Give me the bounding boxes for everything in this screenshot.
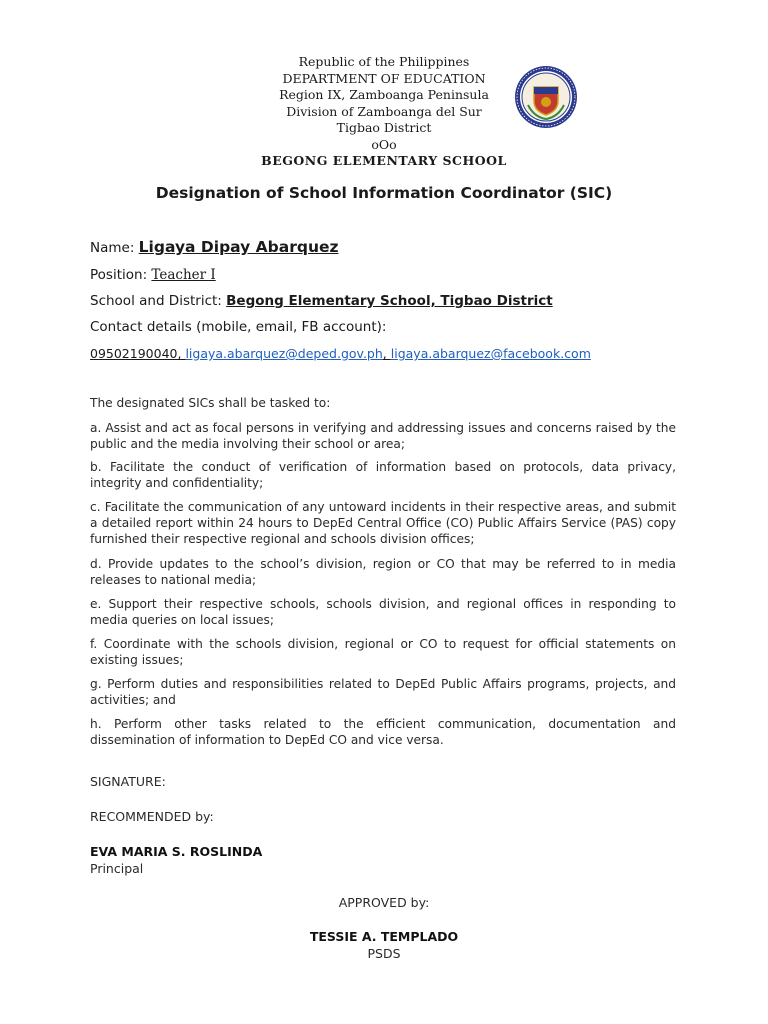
- contact-label: Contact details (mobile, email, FB account):: [90, 319, 387, 335]
- recommended-label: RECOMMENDED by:: [90, 809, 214, 824]
- contact-details: [90, 346, 591, 361]
- school-value: Begong Elementary School, Tigbao District: [226, 293, 553, 309]
- header-department: DEPARTMENT OF EDUCATION: [282, 70, 486, 86]
- task-item: b. Facilitate the conduct of verification of information based on protocols, data privacy, integrity and confidentiality;: [90, 460, 676, 490]
- header-region: Region IX, Zamboanga Peninsula: [279, 87, 489, 102]
- header-republic: Republic of the Philippines: [298, 54, 470, 69]
- name-label: Name:: [90, 240, 139, 256]
- task-item: f. Coordinate with the schools division, regional or CO to request for official statements on existing issues;: [90, 637, 676, 667]
- task-item: d. Provide updates to the school’s division, region or CO that may be referred to in media releases to national media;: [90, 557, 676, 587]
- position-value: Teacher I: [151, 267, 216, 283]
- school-row: [90, 293, 553, 309]
- approved-label: APPROVED by:: [338, 895, 430, 910]
- facebook-link[interactable]: ligaya.abarquez@facebook.com: [390, 346, 591, 361]
- tasks-intro: The designated SICs shall be tasked to:: [90, 396, 331, 410]
- position-row: [90, 267, 216, 283]
- task-item: g. Perform duties and responsibilities related to DepEd Public Affairs programs, projects, and activities; and: [90, 677, 676, 707]
- header-school-name: BEGONG ELEMENTARY SCHOOL: [261, 153, 507, 168]
- contact-separator: ,: [382, 346, 391, 361]
- header-division: Division of Zamboanga del Sur: [286, 103, 482, 119]
- approver-title: PSDS: [367, 946, 401, 961]
- recommender-name: EVA MARIA S. ROSLINDA: [90, 844, 263, 859]
- header-district: Tigbao District: [336, 120, 432, 135]
- contact-separator: ,: [177, 346, 186, 361]
- header-ornament: oOo: [371, 136, 397, 152]
- school-seal-icon: [514, 65, 578, 129]
- email-link[interactable]: ligaya.abarquez@deped.gov.ph: [185, 346, 383, 361]
- task-item: h. Perform other tasks related to the efficient communication, documentation and dissemination of information to DepEd CO and vice versa.: [90, 717, 676, 747]
- mobile-number: 09502190040: [90, 346, 178, 361]
- name-value: Ligaya Dipay Abarquez: [138, 238, 339, 256]
- school-label: School and District:: [90, 293, 227, 309]
- name-row: [90, 238, 339, 256]
- task-item: c. Facilitate the communication of any untoward incidents in their respective areas, and submit a detailed report within 24 hours to DepEd Central Office (CO) Public Affairs Service (PAS) copy furnished their respective regional and schools division offices;: [90, 500, 676, 546]
- task-item: a. Assist and act as focal persons in verifying and addressing issues and concerns raised by the public and the media involving their school or area;: [90, 421, 676, 451]
- recommender-title: Principal: [90, 861, 144, 876]
- document-title: Designation of School Information Coordinator (SIC): [155, 184, 613, 202]
- position-label: Position:: [90, 267, 152, 283]
- approver-name: TESSIE A. TEMPLADO: [309, 929, 459, 944]
- letterhead: [0, 54, 768, 170]
- signature-label: SIGNATURE:: [90, 774, 166, 789]
- task-item: e. Support their respective schools, schools division, and regional offices in responding to media queries on local issues;: [90, 597, 676, 627]
